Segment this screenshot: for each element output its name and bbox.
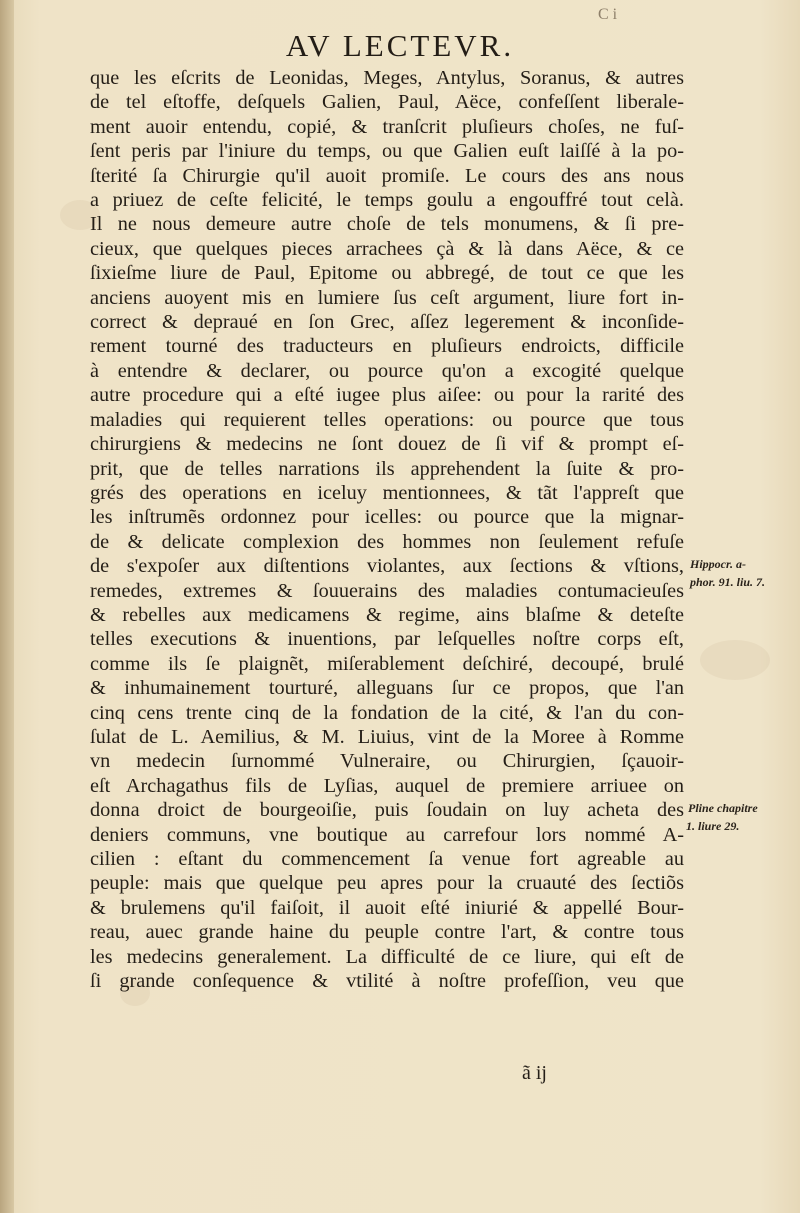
text-line: cieux, que quelques pieces arrachees çà & là dans Aëce, & ce (90, 237, 684, 260)
text-line: ſulat de L. Aemilius, & M. Liuius, vint de la Moree à Romme (90, 725, 684, 748)
margin-note-hippocrates: Hippocr. a- (690, 557, 746, 571)
paper-stain (700, 640, 770, 680)
text-line: cilien : eſtant du commencement ſa venue fort agreable au (90, 848, 684, 870)
text-line: ſixieſme liure de Paul, Epitome ou abbregé, de tout ce que les (90, 262, 684, 285)
margin-note-hippocrates-ref: phor. 91. liu. 7. (690, 575, 766, 589)
text-line: autre procedure qui a eſté iugee plus aiſee: ou pour la rarité des (90, 384, 684, 407)
text-line: reau, auec grande haine du peuple contre l'art, & contre tous (90, 921, 684, 944)
text-line: comme ils ſe plaignẽt, miſerablement deſchiré, decoupé, brulé (90, 652, 684, 675)
text-line: donna droict de bourgeoiſie, puis ſoudain on luy acheta des (90, 799, 684, 822)
text-line: rement tourné des traducteurs en pluſieurs endroicts, difficile (90, 335, 684, 358)
text-line: a priuez de ceſte felicité, le temps goulu a engouffré tout celà. (90, 189, 684, 212)
folio-mark: C i (598, 6, 618, 23)
text-line: Il ne nous demeure autre choſe de tels monumens, & ſi pre- (90, 213, 684, 236)
text-line: prit, que de telles narrations ils apprehendent la ſuite & pro- (90, 457, 684, 480)
text-line: à entendre & declarer, ou pource qu'on a excogité quelque (90, 359, 684, 382)
text-line: ment auoir entendu, copié, & tranſcrit pluſieurs choſes, ne fuſ- (90, 115, 684, 138)
text-line: correct & depraué en ſon Grec, aſſez legerement & inconſide- (90, 311, 684, 334)
text-line: & rebelles aux medicamens & regime, ains blaſme & deteſte (90, 603, 684, 626)
text-line: telles executions & inuentions, par leſquelles noſtre corps eſt, (90, 628, 684, 651)
text-line: & brulemens qu'il faiſoit, il auoit eſté iniurié & appellé Bour- (90, 896, 684, 919)
signature-mark: ã ij (522, 1062, 547, 1084)
text-line: que les eſcrits de Leonidas, Meges, Antylus, Soranus, & autres (90, 67, 684, 89)
text-line: peuple: mais que quelque peu apres pour la cruauté des ſectiõs (90, 872, 684, 895)
text-line: maladies qui requierent telles operations: ou pource que tous (90, 408, 684, 431)
text-line: ſi grande conſequence & vtilité à noſtre profeſſion, veu que (90, 970, 684, 993)
text-line: grés des operations en iceluy mentionnees, & tãt l'appreſt que (90, 481, 684, 504)
text-line: de s'expoſer aux diſtentions violantes, aux ſections & vſtions, (90, 555, 684, 578)
text-line: chirurgiens & medecins ne ſont douez de ſi vif & prompt eſ- (90, 433, 684, 456)
text-line: ſterité ſa Chirurgie qu'il auoit promiſe. Le cours des ans nous (90, 164, 684, 187)
text-line: les medecins generalement. La difficulté de ce liure, qui eſt de (90, 945, 684, 968)
text-line: ſent peris par l'iniure du temps, ou que Galien euſt laiſſé à la po- (90, 140, 684, 163)
text-line: & inhumainement tourturé, alleguans ſur ce propos, que l'an (90, 677, 684, 700)
text-line: deniers communs, vne boutique au carrefour lors nommé A- (90, 823, 684, 846)
book-gutter (0, 0, 14, 1213)
margin-note-pliny-ref: 1. liure 29. (686, 819, 740, 833)
text-line: les inſtrumẽs ordonnez pour icelles: ou pource que la mignar- (90, 506, 684, 529)
text-line: de tel eſtoffe, deſquels Galien, Paul, Aëce, confeſſent liberale- (90, 91, 684, 114)
text-line: de & delicate complexion des hommes non ſeulement refuſe (90, 530, 684, 553)
body-text (90, 66, 684, 993)
text-line: vn medecin ſurnommé Vulneraire, ou Chirurgien, ſçauoir- (90, 750, 684, 773)
page-title: AV LECTEVR. (285, 28, 515, 63)
text-line: cinq cens trente cinq de la fondation de la cité, & l'an du con- (90, 701, 684, 724)
text-line: remedes, extremes & ſouuerains des maladies contumacieuſes (90, 579, 684, 602)
text-line: eſt Archagathus fils de Lyſias, auquel de premiere arriuee on (90, 774, 684, 797)
text-line: anciens auoyent mis en lumiere ſus ceſt argument, liure fort in- (90, 286, 684, 309)
margin-note-pliny: Pline chapitre (688, 801, 758, 815)
